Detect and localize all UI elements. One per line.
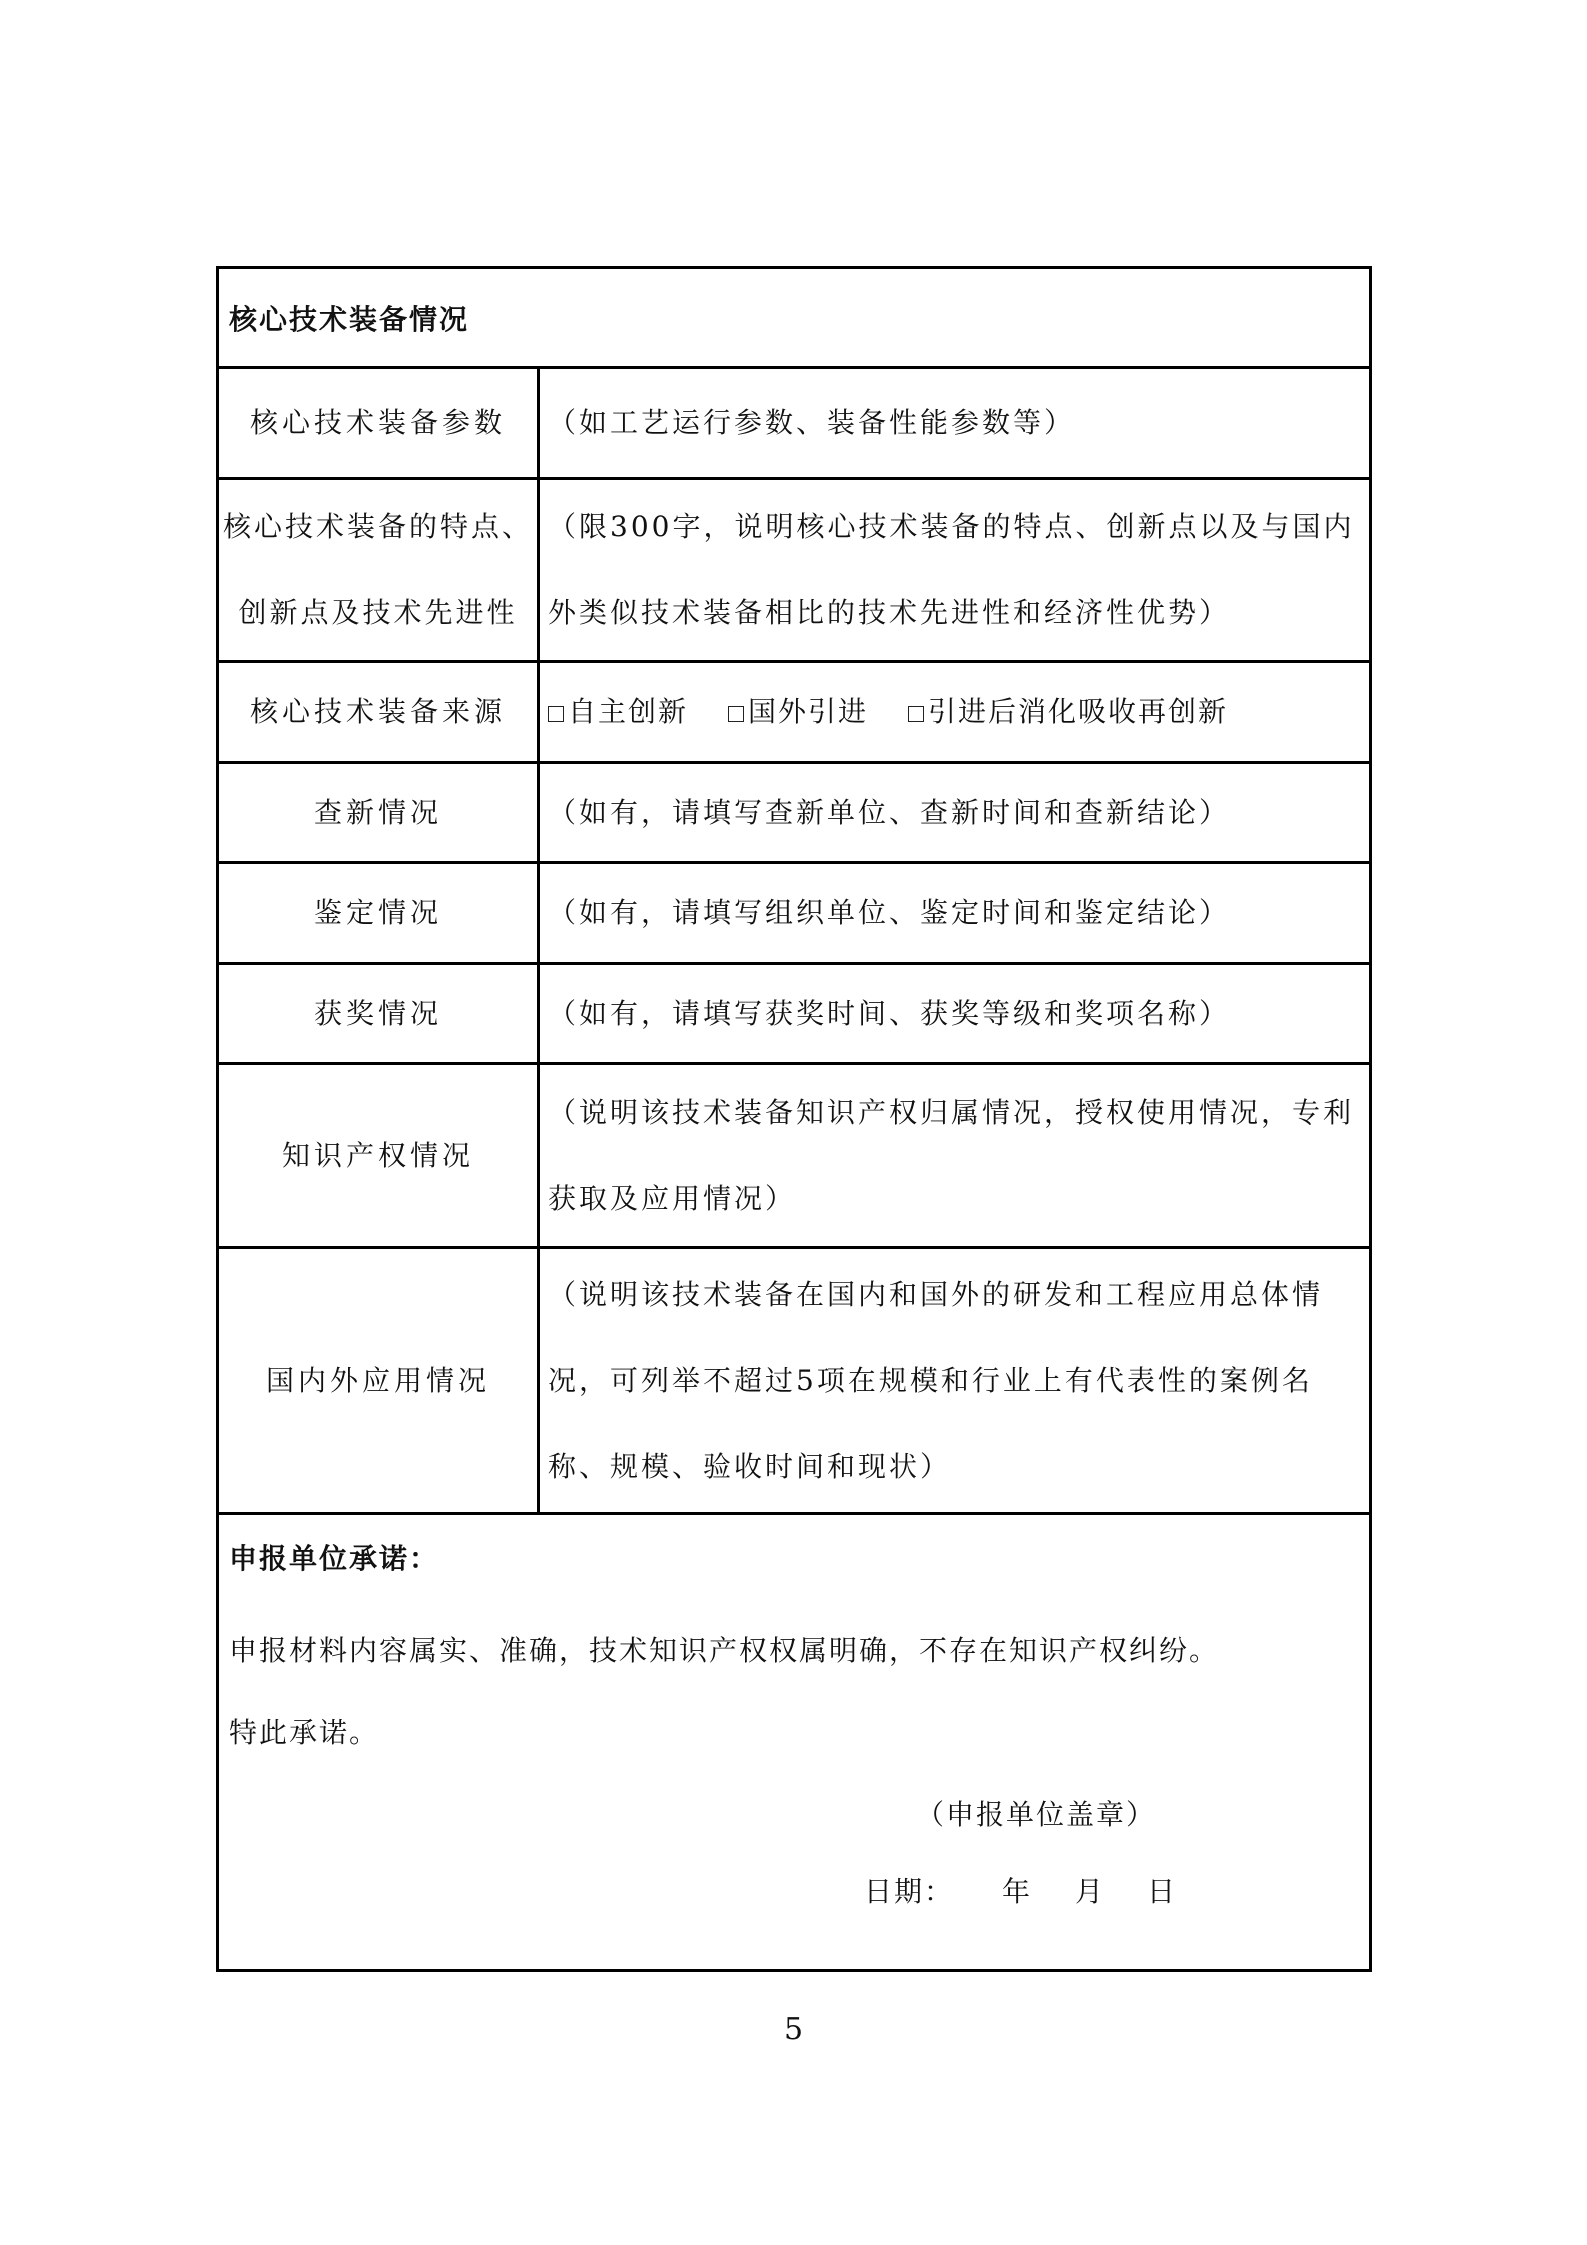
page-number: 5 — [783, 2012, 804, 2047]
row-value-field[interactable]: （说明该技术装备知识产权归属情况，授权使用情况，专利获取及应用情况） — [548, 1095, 1355, 1215]
row-value-field[interactable]: （如有，请填写查新单位、查新时间和查新结论） — [548, 795, 1231, 829]
table-row — [219, 369, 1369, 480]
table-row — [219, 764, 1369, 864]
table-row — [219, 1065, 1369, 1249]
date-year[interactable]: 年 — [1002, 1875, 1033, 1908]
section-header-row — [219, 269, 1369, 369]
date-month[interactable]: 月 — [1075, 1875, 1106, 1908]
row-value-field[interactable]: （限300字，说明核心技术装备的特点、创新点以及与国内外类似技术装备相比的技术先进性和经济性优势） — [548, 510, 1355, 629]
table-row — [219, 864, 1369, 965]
row-value-field[interactable]: （说明该技术装备在国内和国外的研发和工程应用总体情况，可列举不超过5项在规模和行业上有代表性的案例名称、规模、验收时间和现状） — [548, 1277, 1324, 1483]
checkbox-icon[interactable] — [548, 706, 564, 722]
option-reinnovation[interactable]: 引进后消化吸收再创新 — [908, 680, 1228, 744]
checkbox-icon[interactable] — [728, 706, 744, 722]
table-row — [219, 480, 1369, 663]
table-row — [219, 965, 1369, 1065]
row-label: 国内外应用情况 — [219, 1249, 540, 1512]
row-label: 知识产权情况 — [219, 1065, 540, 1246]
core-equipment-table — [216, 266, 1372, 1972]
checkbox-icon[interactable] — [908, 706, 924, 722]
pledge-title: 申报单位承诺： — [229, 1542, 440, 1575]
row-label: 核心技术装备参数 — [219, 369, 540, 477]
date-day[interactable]: 日 — [1147, 1875, 1178, 1908]
option-foreign-import[interactable]: 国外引进 — [728, 680, 868, 744]
section-title: 核心技术装备情况 — [229, 302, 470, 336]
row-label-line: 核心技术装备的特点、 — [223, 510, 534, 543]
row-value-field[interactable]: （如有，请填写组织单位、鉴定时间和鉴定结论） — [548, 896, 1231, 929]
pledge-section — [219, 1515, 1369, 1972]
source-options — [540, 663, 1369, 761]
row-label — [219, 480, 540, 660]
option-self-innovation[interactable]: 自主创新 — [548, 680, 688, 744]
row-label: 核心技术装备来源 — [219, 663, 540, 761]
date-label: 日期： — [864, 1875, 955, 1908]
pledge-closing: 特此承诺。 — [229, 1716, 380, 1749]
row-label: 鉴定情况 — [219, 864, 540, 962]
pledge-text: 申报材料内容属实、准确，技术知识产权权属明确，不存在知识产权纠纷。 — [229, 1634, 1220, 1667]
table-row — [219, 1249, 1369, 1515]
row-value-field[interactable]: （如工艺运行参数、装备性能参数等） — [548, 406, 1076, 439]
row-value-field[interactable]: （如有，请填写获奖时间、获奖等级和奖项名称） — [548, 996, 1231, 1030]
row-label-line: 创新点及技术先进性 — [238, 596, 518, 629]
table-row — [219, 663, 1369, 764]
row-label: 查新情况 — [219, 764, 540, 861]
seal-label: （申报单位盖章） — [916, 1798, 1157, 1831]
row-label: 获奖情况 — [219, 965, 540, 1062]
